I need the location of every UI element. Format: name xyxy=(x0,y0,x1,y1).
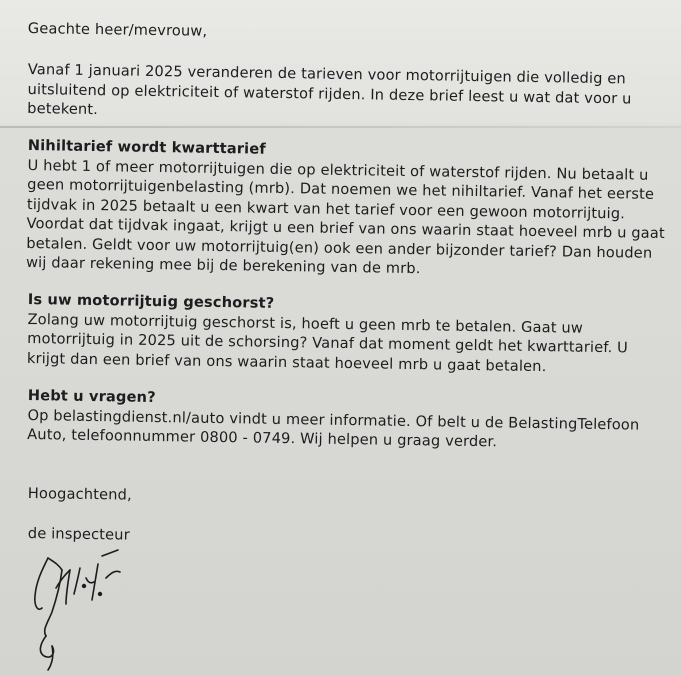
section-body: U hebt 1 of meer motorrijtuigen die op elektriciteit of waterstof rijden. Nu betaalt u geen motorrijtuigenbelasting (mrb). Dat noemen we het nihiltarief. Vanaf het eerste tijdvak in 2025 betaalt u een kwart van het tarief voor een gewoon motorrijtuig. Voordat dat tijdvak ingaat, krijgt u een brief van ons waarin staat hoeveel mrb u gaat betalen. Geldt voor uw motorrijtuig(en) ook een ander bijzonder tarief? Dan houden wij daar rekening mee bij de berekening van de mrb. xyxy=(25,156,665,278)
section-heading: Is uw motorrijtuig geschorst? xyxy=(27,290,275,312)
section-heading: Nihiltarief wordt kwarttarief xyxy=(27,136,266,158)
section-vragen xyxy=(27,386,668,455)
signer-title: de inspecteur xyxy=(27,524,130,544)
greeting: Geachte heer/mevrouw, xyxy=(27,19,208,40)
intro-paragraph: Vanaf 1 januari 2025 veranderen de tarieven voor motorrijtuigen die volledig en uitsluitend op elektriciteit of waterstof rijden. In deze brief leest u wat dat voor u betekent. xyxy=(27,60,632,119)
handwritten-signature xyxy=(26,548,136,673)
section-geschorst xyxy=(27,290,668,378)
section-body: Op belastingdienst.nl/auto vindt u meer informatie. Of belt u de BelastingTelefoon Auto, telefoonnummer 0800 - 0749. Wij helpen u graag verder. xyxy=(27,406,640,451)
section-body: Zolang uw motorrijtuig geschorst is, hoeft u geen mrb te betalen. Gaat uw motorrijtuig in 2025 uit de schorsing? Vanaf dat moment geldt het kwarttarief. U krijgt dan een brief van ons waarin staat hoeveel mrb u gaat betalen. xyxy=(26,310,629,375)
section-nihiltarief xyxy=(26,136,668,283)
closing-salutation: Hoogachtend, xyxy=(27,484,132,504)
section-heading: Hebt u vragen? xyxy=(27,386,156,407)
